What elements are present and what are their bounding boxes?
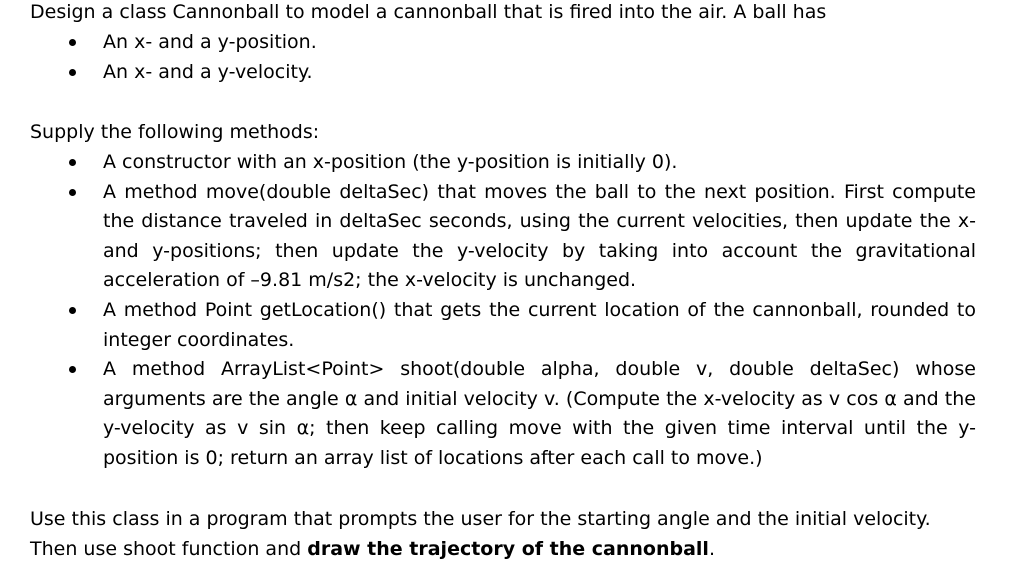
methods-list: [30, 148, 976, 474]
list-item: A constructor with an x-position (the y-position is initially 0).: [30, 148, 976, 178]
list-item: A method ArrayList<Point> shoot(double alpha, double v, double deltaSec) whose arguments are the angle α and initial velocity v. (Compute the x-velocity as v cos α and the y-velocity as v sin α; then keep calling move with the given time interval until the y-position is 0; return an array list of locations after each call to move.): [30, 355, 976, 473]
list-item: A method move(double deltaSec) that moves the ball to the next position. First compute the distance traveled in deltaSec seconds, using the current velocities, then update the x- and y-positions; then update the y-velocity by taking into account the gravitational acceleration of –9.81 m/s2; the x-velocity is unchanged.: [30, 178, 976, 296]
list-item: A method Point getLocation() that gets the current location of the cannonball, rounded to integer coordinates.: [30, 296, 976, 355]
ball-attributes-list: [30, 28, 850, 87]
list-item: An x- and a y-position.: [30, 28, 850, 58]
intro-text: Design a class Cannonball to model a cannonball that is fired into the air. A ball has: [30, 1, 827, 23]
list-item: An x- and a y-velocity.: [30, 58, 850, 88]
closing-line-2-prefix: Then use shoot function and: [30, 537, 308, 560]
closing-line-2: [30, 535, 931, 565]
closing-line-2-suffix: .: [708, 537, 715, 560]
closing-line-2-bold: draw the trajectory of the cannonball: [307, 537, 709, 560]
closing-paragraph: [30, 505, 931, 564]
methods-heading: Supply the following methods:: [30, 121, 320, 143]
closing-line-1: Use this class in a program that prompts the user for the starting angle and the initial velocity.: [30, 508, 931, 530]
